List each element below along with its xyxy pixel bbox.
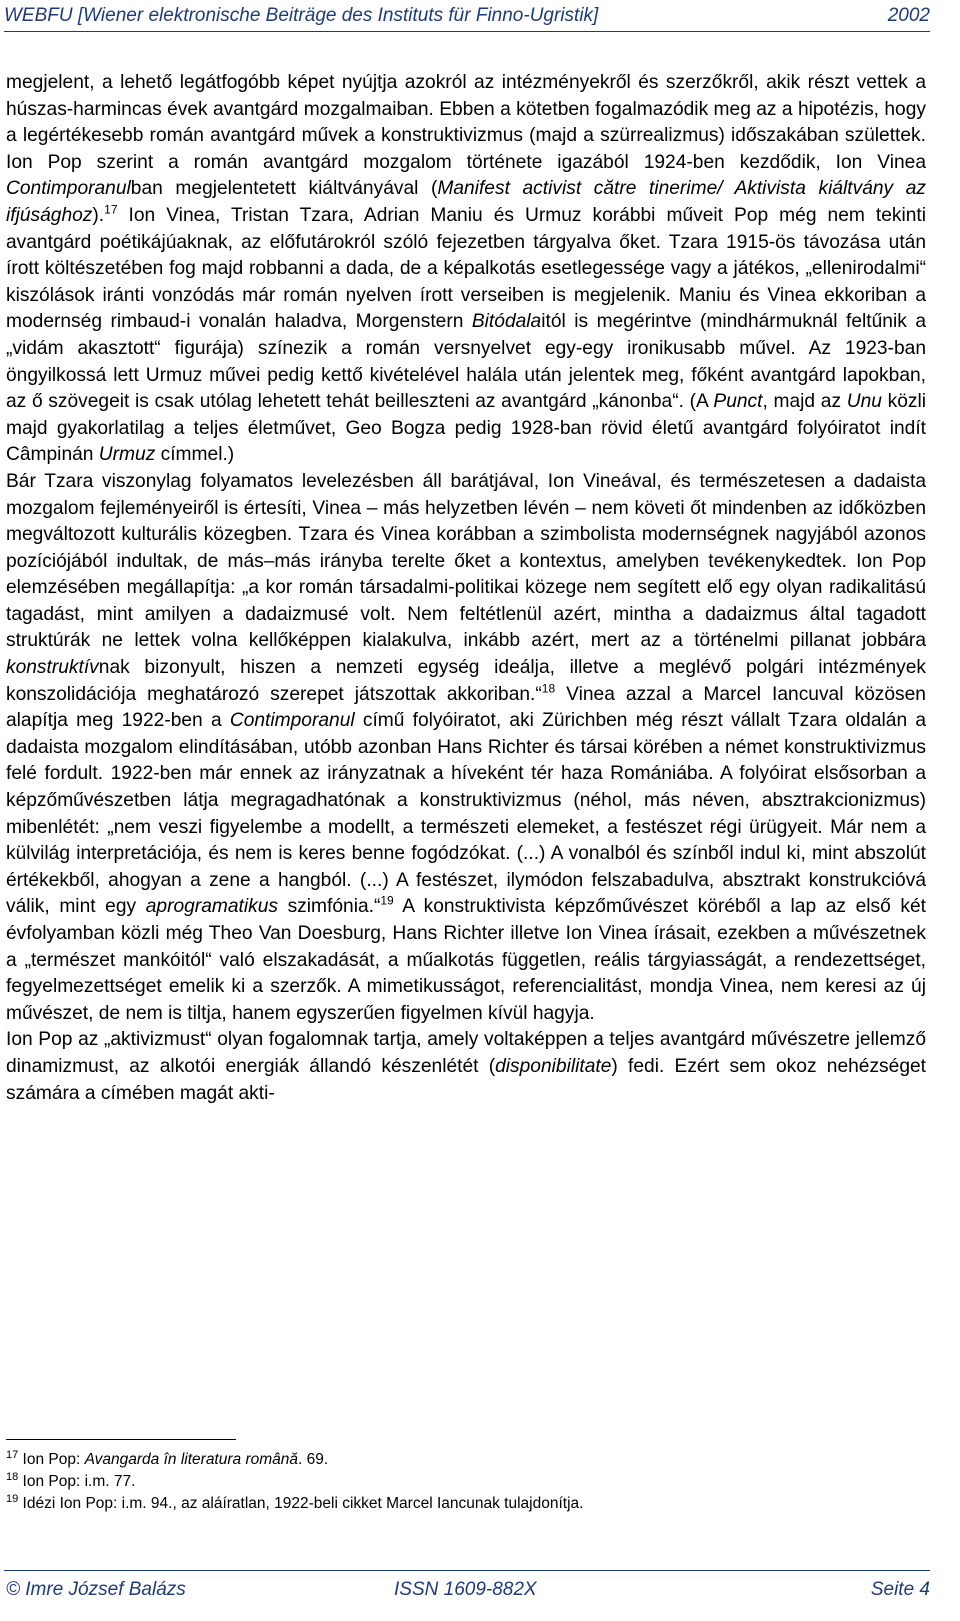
text-run: itól is megérintve (mindhármuknál feltűnik a „vidám akasztott“ figurája) színezik a román versnyelvet egy-egy ironikusabb művel. Az 1923-ban öngyilkossá lett Urmuz művei pedig kettő kivételével halála után jelentek meg, főként avantgárd lapokban, az ő szövegeit is csak utólag lehetett tehát beilleszteni az avantgárd „kánonba“. (A [6, 311, 926, 413]
footnote-number: 19 [6, 1492, 19, 1505]
italic-run: Unu [846, 391, 882, 413]
italic-run: Contimporanul [229, 710, 355, 732]
text-run: ban megjelentetett kiáltványával ( [130, 178, 438, 200]
paragraph [6, 469, 926, 1027]
footnotes [6, 1449, 926, 1515]
italic-run: konstruktív [6, 657, 99, 679]
footnote-number: 17 [6, 1448, 19, 1461]
italic-run: Manifest activist către tinerime/ Aktivista kiáltvány az ifjúsághoz [6, 178, 927, 226]
footnote-separator [6, 1439, 236, 1440]
text-run: szimfónia.“ [277, 896, 381, 918]
italic-run: Bitódala [471, 311, 542, 333]
text-run: címmel.) [155, 444, 235, 466]
text-run: , majd az [762, 391, 847, 413]
issn: ISSN 1609-882X [394, 1579, 537, 1600]
text-run: megjelent, a lehető legátfogóbb képet nyújtja azokról az intézményekről és szerzőkről, akik részt vettek a húszas-harmincas évek avantgárd mozgalmaiban. Ebben a kötetben fogalmazódik meg az a hipotézis, hogy a legértékesebb román avantgárd művek a konstruktivizmus (majd a szürrealizmus) időszakában születtek. Ion Pop szerint a román avantgárd mozgalom története igazából 1924-ben kezdődik, Ion Vinea [6, 72, 926, 173]
footnote-text: Ion Pop: [18, 1451, 85, 1468]
footnote-item [6, 1471, 926, 1493]
text-run: Ion Vinea, Tristan Tzara, Adrian Maniu és Urmuz korábbi műveit Pop még nem tekinti avantgárd poétikájúaknak, az előfutárokról szóló fejezetben tárgyalva őket. Tzara 1915-ös távozása után írott költészetében fog majd robbanni a dada, de a képalkotás esetlegessége vagy a játékos, „ellenirodalmi“ kiszólások iránti vonzódás már román nyelven írott verseiben is megjelenik. Maniu és Vinea ekkoriban a modernség rimbaud-i vonalán haladva, Morgenstern [6, 204, 926, 333]
footnote-number: 18 [6, 1470, 19, 1483]
text-run: közli majd gyakorlatilag a teljes életművet, Geo Bogza pedig 1928-ban rövid életű avantgárd folyóiratot indít Câmpinán [6, 391, 927, 466]
footnote-ref[interactable]: 19 [380, 894, 394, 909]
footnote-text: Idézi Ion Pop: i.m. 94., az aláíratlan, 1922-beli cikket Marcel Iancunak tulajdonítja. [18, 1495, 584, 1512]
footnote-italic: Avangarda în literatura română [84, 1451, 299, 1468]
article-body [6, 70, 926, 1107]
italic-run: Punct [713, 391, 763, 413]
paragraph [6, 1027, 926, 1107]
footnote-item [6, 1449, 926, 1471]
italic-run: Contimporanul [6, 178, 131, 200]
page-number: Seite 4 [870, 1579, 930, 1600]
footnote-ref[interactable]: 18 [541, 681, 556, 696]
footnote-item [6, 1493, 926, 1515]
text-run: Bár Tzara viszonylag folyamatos levelezésben áll barátjával, Ion Vineával, és természetesen a dadaista mozgalom fejleményeiről is értesíti, Vinea – más helyzetben lévén – nem követi őt mindenben az időközben megváltozott kulturális közegben. Tzara és Vinea korábban a szimbolista modernségnek nagyjából azonos pozíciójából indultak, de más–más irányba terelte őket a kontextus, amelyben tevékenykedtek. Ion Pop elemzésében megállapítja: „a kor román társadalmi-politikai közege nem segített elő egy olyan radikalitású tagadást, mint amilyen a dadaizmusé volt. Nem feltétlenül azért, mintha a dadaizmus által tagadott struktúrák ne lettek volna kellőképpen kialakulva, inkább azért, mert az a történelmi pillanat jobbára [6, 470, 926, 652]
text-run: Ion Pop az „aktivizmust“ olyan fogalomnak tartja, amely voltaképpen a teljes avantgárd művészetre jellemző dinamizmust, az alkotói energiák állandó készenlétét ( [6, 1029, 926, 1077]
footnote-ref[interactable]: 17 [104, 202, 118, 217]
text-run: A konstruktivista képzőművészet köréből a lap az első két évfolyamban közli még Theo Van Doesburg, Hans Richter illetve Ion Vinea írásait, ezekben a művészetnek a „természet mankóitól“ való elszakadását, a műalkotás független, reális tárgyiasságát, a rendezettséget, fegyelmezettséget emelik ki a szerzők. A mimetikusságot, referencialitást, mondja Vinea, nem keresi az új művészet, de nem is tiltja, hanem egyszerűen figyelmen kívül hagyja. [6, 896, 927, 1024]
page-footer [4, 1570, 930, 1619]
author-copyright: © Imre József Balázs [6, 1579, 186, 1600]
italic-run: aprogramatikus [145, 896, 278, 918]
text-run: nak bizonyult, hiszen a nemzeti egység ideálja, illetve a meglévő polgári intézmények konszolidációja meghatározó szerepet játszottak akkoriban.“ [6, 657, 926, 705]
footnote-text: . 69. [298, 1451, 329, 1468]
text-run: című folyóiratot, aki Zürichben még részt vállalt Tzara oldalán a dadaista mozgalom elindításában, utóbb azonban Hans Richter és társai körében a német konstruktivizmus felé fordult. 1922-ben már ennek az irányzatnak a híveként tér haza Romániába. A folyóirat elsősorban a képzőművészetben látja megragadhatónak a konstruktivizmus (néhol, más néven, absztrakcionizmus) mibenlétét: „nem veszi figyelembe a modellt, a természeti elemeket, a festészet régi ürügyeit. Már nem a külvilág interpretációja, és nem is keres benne fogódzókat. (...) A vonalból és színből indul ki, mint abszolút értékekből, ahogyan a zene a hangból. (...) A festészet, ilymódon felszabadulva, absztrakt konstrukcióvá válik, mint egy [6, 710, 927, 918]
page-header [4, 3, 930, 32]
text-run: ). [92, 204, 105, 226]
footnote-text: Ion Pop: i.m. 77. [18, 1473, 136, 1490]
italic-run: disponibilitate [495, 1055, 612, 1077]
journal-year: 2002 [887, 5, 930, 26]
text-run: ) fedi. Ezért sem okoz nehézséget számára a címében magát akti- [6, 1055, 926, 1104]
text-run: Vinea azzal a Marcel Iancuval közösen alapítja meg 1922-ben a [6, 683, 926, 732]
journal-title: WEBFU [Wiener elektronische Beiträge des Instituts für Finno-Ugristik] [4, 5, 599, 26]
italic-run: Urmuz [98, 444, 156, 466]
paragraph [6, 70, 926, 469]
